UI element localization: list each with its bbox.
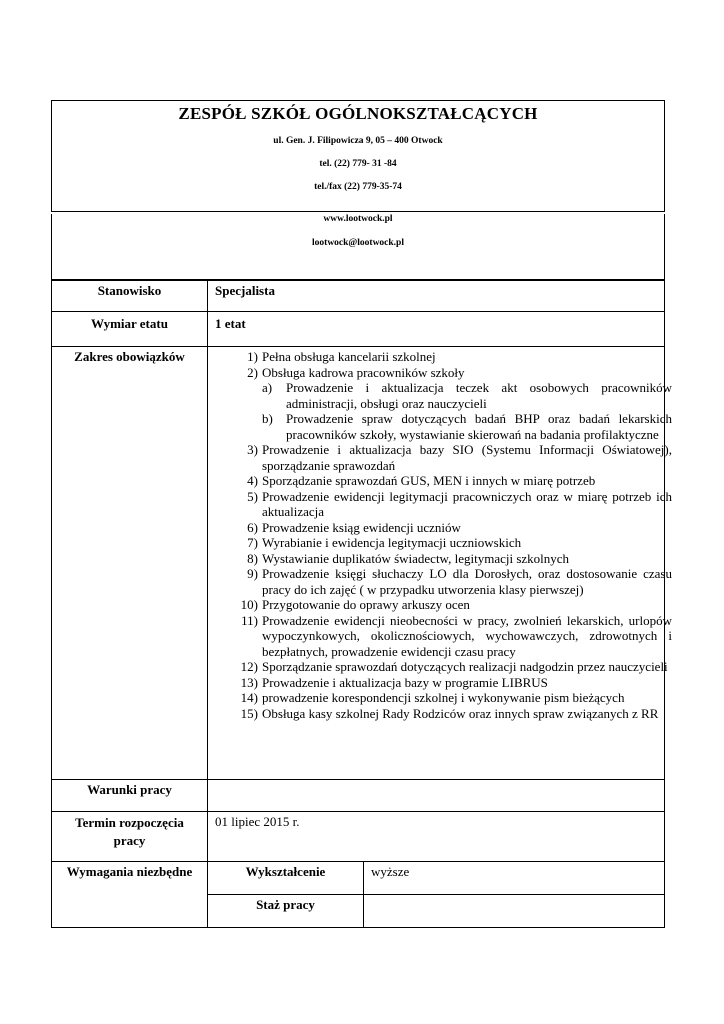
duty-item: 3) Prowadzenie i aktualizacja bazy SIO (Systemu Informacji Oświatowej), sporządzanie sprawozdań <box>247 442 672 473</box>
school-header <box>51 100 665 212</box>
school-website-link[interactable]: www.lootwock.pl <box>323 214 393 224</box>
requirement-value <box>364 895 665 928</box>
duty-item: 6) Prowadzenie ksiąg ewidencji uczniów <box>247 519 461 535</box>
requirement-row <box>208 862 664 895</box>
school-phone: tel. (22) 779- 31 -84 <box>319 159 397 169</box>
duty-item: 2) Obsługa kadrowa pracowników szkoły a) Prowadzenie i aktualizacja teczek akt osobowych pracowników administracji, obsługi oraz nauczycieli b) Prowadzenie spraw dotyczących badań BHP oraz badań lekarskich pracowników szkoły, wystawianie skierowań na badania profilaktyczne <box>247 364 672 442</box>
duty-item: 14) prowadzenie korespondencji szkolnej i wykonywanie pism bieżących <box>240 690 625 705</box>
duty-item: 13) Prowadzenie i aktualizacja bazy w programie LIBRUS <box>240 674 548 690</box>
duty-item: 9) Prowadzenie księgi słuchaczy LO dla Dorosłych, oraz dostosowanie czasu pracy do ich zajęć ( w przypadku utworzenia klasy pierwszej) <box>247 566 672 597</box>
school-name: ZESPÓŁ SZKÓŁ OGÓLNOKSZTAŁCĄCYCH <box>178 104 538 123</box>
label-termin-line2: pracy <box>113 833 146 848</box>
duty-item: 10) Przygotowanie do oprawy arkuszy ocen <box>240 597 470 612</box>
school-contact-web <box>51 214 665 280</box>
row-stanowisko <box>52 281 665 312</box>
duty-item: 15) Obsługa kasy szkolnej Rady Rodziców oraz innych spraw związanych z RR <box>240 705 659 721</box>
requirement-row <box>208 895 664 928</box>
duty-sublist <box>262 380 672 442</box>
value-stanowisko: Specjalista <box>208 281 665 312</box>
row-termin-rozpoczecia <box>52 812 665 862</box>
school-fax: tel./fax (22) 779-35-74 <box>314 182 402 192</box>
duty-item: 8) Wystawianie duplikatów świadectw, legitymacji szkolnych <box>247 550 570 566</box>
job-details-table <box>51 280 672 928</box>
duties-list <box>232 349 672 721</box>
duty-item: 12) Sporządzanie sprawozdań dotyczących realizacji nadgodzin przez nauczycieli <box>240 659 668 674</box>
label-stanowisko: Stanowisko <box>52 281 208 312</box>
school-address: ul. Gen. J. Filipowicza 9, 05 – 400 Otwock <box>273 136 443 146</box>
duty-item: 11) Prowadzenie ewidencji nieobecności w pracy, zwolnień lekarskich, urlopów wypoczynkowych, okolicznościowych, wychowawczych, zdrowotnych i bezpłatnych, prowadzenie ewidencji czasu pracy <box>241 612 672 659</box>
duty-subitem: b) Prowadzenie spraw dotyczących badań BHP oraz badań lekarskich pracowników szkoły, wystawianie skierowań na badania profilaktyczne <box>262 411 672 442</box>
label-wymagania: Wymagania niezbędne <box>52 862 208 928</box>
label-zakres-obowiazkow: Zakres obowiązków <box>52 347 208 780</box>
label-termin-rozpoczecia <box>52 812 208 862</box>
duty-item: 5) Prowadzenie ewidencji legitymacji pracowniczych oraz w miarę potrzeb ich aktualizacja <box>247 488 672 519</box>
requirements-cell <box>208 862 665 928</box>
duty-item: 4) Sporządzanie sprawozdań GUS, MEN i innych w miarę potrzeb <box>247 473 596 488</box>
row-wymiar-etatu <box>52 312 665 347</box>
job-offer-document <box>51 100 672 928</box>
duty-item: 7) Wyrabianie i ewidencja legitymacji uczniowskich <box>247 535 522 550</box>
requirement-label: Staż pracy <box>208 895 364 928</box>
value-warunki-pracy <box>208 780 665 812</box>
duties-cell <box>208 347 672 780</box>
requirement-value: wyższe <box>364 862 665 895</box>
value-termin-rozpoczecia: 01 lipiec 2015 r. <box>208 812 665 862</box>
school-email-link[interactable]: lootwock@lootwock.pl <box>312 238 404 248</box>
label-warunki-pracy: Warunki pracy <box>52 780 208 812</box>
requirements-table <box>208 862 664 927</box>
row-warunki-pracy <box>52 780 665 812</box>
row-wymagania <box>52 862 665 928</box>
value-wymiar-etatu: 1 etat <box>208 312 665 347</box>
label-termin-line1: Termin rozpoczęcia <box>75 815 184 830</box>
duty-subitem: a) Prowadzenie i aktualizacja teczek akt osobowych pracowników administracji, obsługi oraz nauczycieli <box>262 380 672 411</box>
label-wymiar-etatu: Wymiar etatu <box>52 312 208 347</box>
requirement-label: Wykształcenie <box>208 862 364 895</box>
row-zakres-obowiazkow <box>52 347 665 780</box>
duty-item: 1) Pełna obsługa kancelarii szkolnej <box>247 349 436 364</box>
